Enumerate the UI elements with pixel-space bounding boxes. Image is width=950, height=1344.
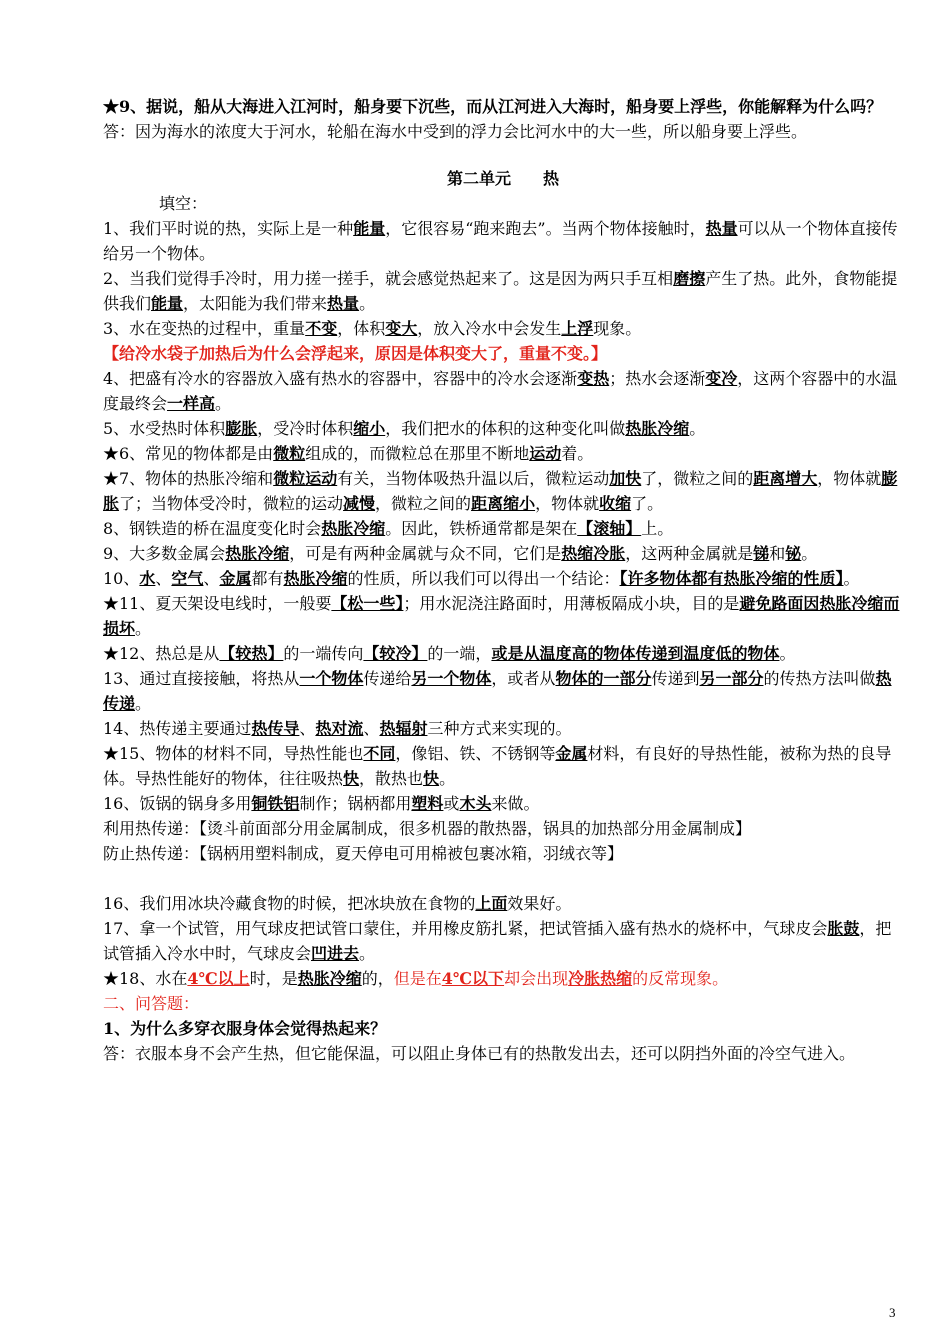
item-13: 13、通过直接接触，将热从一个物体传递给另一个物体，或者从物体的一部分传递到另一部分的传热方法叫做热传递。 xyxy=(103,669,892,713)
unit-title: 第二单元 热 xyxy=(446,169,559,188)
qa-1-answer: 答：衣服本身不会产生热，但它能保温，可以阻止身体已有的热散发出去，还可以阴挡外面的冷空气进入。 xyxy=(103,1044,856,1063)
document-page xyxy=(103,94,903,1066)
item-9: 9、大多数金属会热胀冷缩，可是有两种金属就与众不同，它们是热缩冷胀，这两种金属就是锑和铋。 xyxy=(103,544,818,563)
item-4: 4、把盛有冷水的容器放入盛有热水的容器中，容器中的冷水会逐渐变热；热水会逐渐变冷，这两个容器中的水温度最终会一样高。 xyxy=(103,369,898,413)
fill-label: 填空： xyxy=(159,194,208,213)
item-7: ★7、物体的热胀冷缩和微粒运动有关，当物体吸热升温以后，微粒运动加快了，微粒之间的距离增大，物体就膨胀了；当物体受冷时，微粒的运动减慢，微粒之间的距离缩小，物体就收缩了。 xyxy=(103,469,898,513)
item-3: 3、水在变热的过程中，重量不变，体积变大，放入冷水中会发生上浮现象。 xyxy=(103,319,642,338)
item-12: ★12、热总是从【较热】的一端传向【较冷】的一端，或是从温度高的物体传递到温度低的物体。 xyxy=(103,644,796,663)
page-number: 3 xyxy=(889,1305,896,1320)
item-17: 17、拿一个试管，用气球皮把试管口蒙住，并用橡皮筋扎紧，把试管插入盛有热水的烧杯中，气球皮会胀鼓，把试管插入冷水中时，气球皮会凹进去。 xyxy=(103,919,892,963)
item-6: ★6、常见的物体都是由微粒组成的，而微粒总在那里不断地运动着。 xyxy=(103,444,594,463)
item-16-ice: 16、我们用冰块冷藏食物的时候，把冰块放在食物的上面效果好。 xyxy=(103,894,572,913)
item-2: 2、当我们觉得手冷时，用力搓一搓手，就会感觉热起来了。这是因为两只手互相磨擦产生了热。此外，食物能提供我们能量，太阳能为我们带来热量。 xyxy=(103,269,898,313)
question-9-answer: 答：因为海水的浓度大于河水，轮船在海水中受到的浮力会比河水中的大一些，所以船身要上浮些。 xyxy=(103,122,808,141)
question-9-title: ★9、据说，船从大海进入江河时，船身要下沉些，而从江河进入大海时，船身要上浮些，你能解释为什么吗？ xyxy=(103,97,883,116)
item-15: ★15、物体的材料不同，导热性能也不同，像铝、铁、不锈钢等金属材料，有良好的导热性能，被称为热的良导体。导热性能好的物体，往往吸热快，散热也快。 xyxy=(103,744,892,788)
item-16: 16、饭锅的锅身多用铜铁铝制作；锅柄都用塑料或木头来做。 xyxy=(103,794,540,813)
prevent-heat-transfer-line: 防止热传递：【锅柄用塑料制成，夏天停电可用棉被包裹冰箱，羽绒衣等】 xyxy=(103,844,624,863)
item-1: 1、我们平时说的热，实际上是一种能量，它很容易“跑来跑去”。当两个物体接触时，热量可以从一个物体直接传给另一个物体。 xyxy=(103,219,898,263)
qa-1-title: 1、为什么多穿衣服身体会觉得热起来？ xyxy=(103,1019,387,1038)
item-11: ★11、夏天架设电线时，一般要【松一些】；用水泥浇注路面时，用薄板隔成小块，目的是避免路面因热胀冷缩而损坏。 xyxy=(103,594,900,638)
item-10: 10、水、空气、金属都有热胀冷缩的性质，所以我们可以得出一个结论：【许多物体都有热胀冷缩的性质】。 xyxy=(103,569,860,588)
item-18: ★18、水在4℃以上时，是热胀冷缩的，但是在4℃以下却会出现冷胀热缩的反常现象。 xyxy=(103,969,729,988)
use-heat-transfer-line: 利用热传递：【烫斗前面部分用金属制成，很多机器的散热器，锅具的加热部分用金属制成】 xyxy=(103,819,752,838)
section-2-heading: 二、问答题： xyxy=(103,994,200,1013)
item-8: 8、钢铁造的桥在温度变化时会热胀冷缩。因此，铁桥通常都是架在【滚轴】上。 xyxy=(103,519,674,538)
item-14: 14、热传递主要通过热传导、热对流、热辐射三种方式来实现的。 xyxy=(103,719,572,738)
item-5: 5、水受热时体积膨胀，受冷时体积缩小，我们把水的体积的这种变化叫做热胀冷缩。 xyxy=(103,419,706,438)
item-3-note: 【给冷水袋子加热后为什么会浮起来，原因是体积变大了，重量不变。】 xyxy=(103,344,608,363)
